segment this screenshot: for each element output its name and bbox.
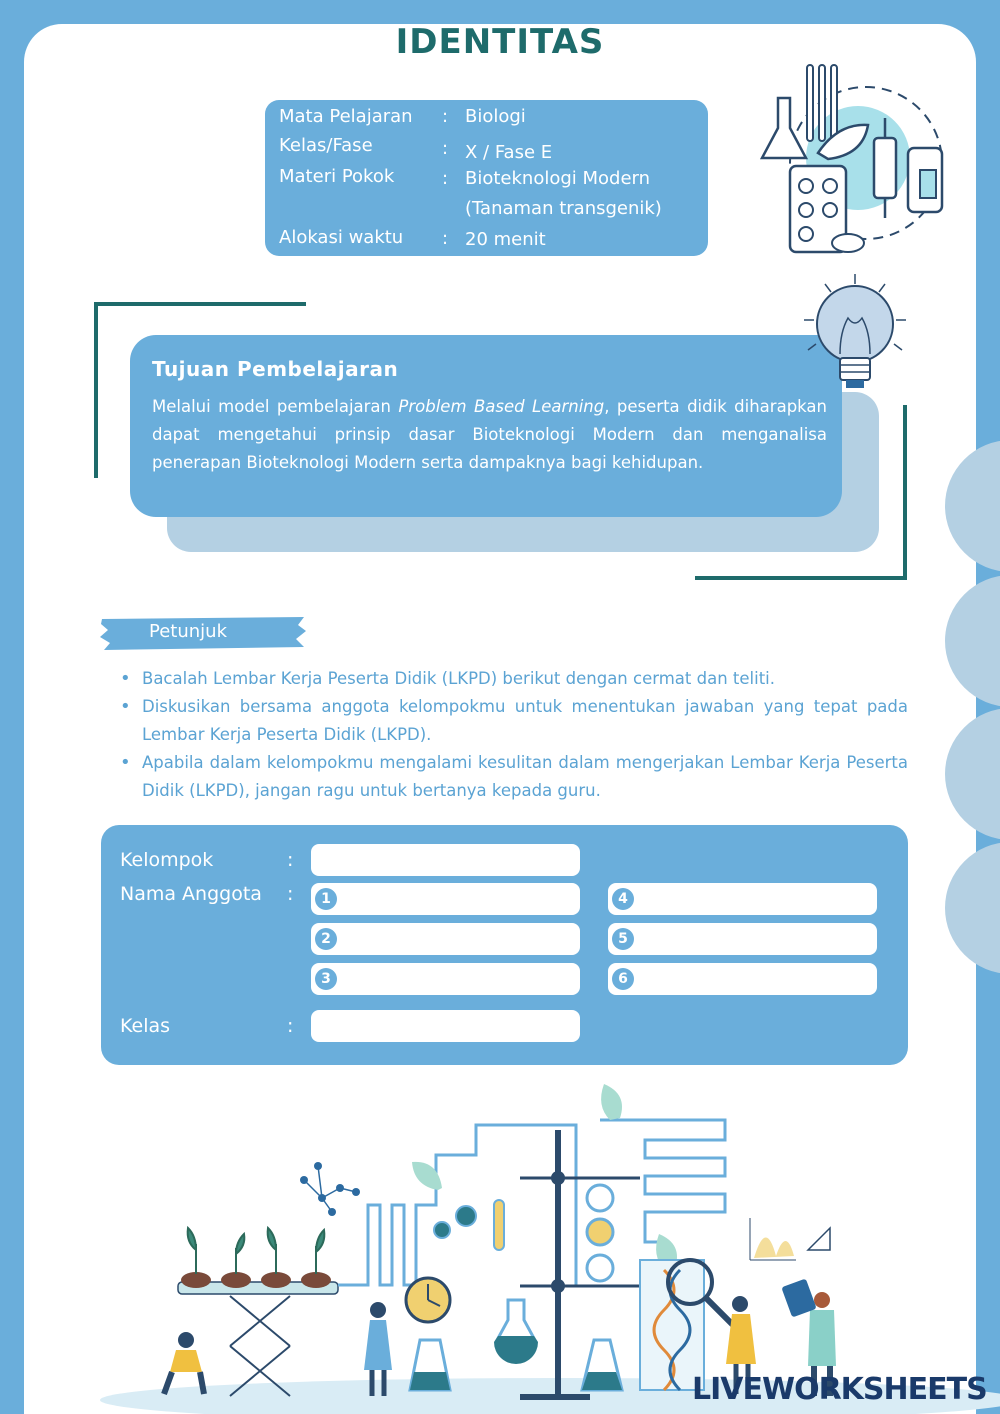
member-input-5[interactable] — [608, 923, 877, 955]
identity-box — [265, 100, 708, 256]
objective-text-part: Melalui model pembelajaran — [152, 397, 399, 416]
instructions-list — [120, 665, 908, 805]
group-label: Kelompok — [120, 849, 214, 871]
learning-objective-title: Tujuan Pembelajaran — [152, 357, 399, 381]
identity-label-topic: Materi Pokok — [279, 166, 395, 187]
number-badge: 3 — [315, 968, 337, 990]
member-input-1[interactable] — [311, 883, 580, 915]
identity-value-topic-cont: (Tanaman transgenik) — [465, 198, 662, 219]
members-label: Nama Anggota — [120, 883, 262, 905]
form-colon: : — [287, 883, 294, 905]
instruction-item: • Bacalah Lembar Kerja Peserta Didik (LKPD) berikut dengan cermat dan teliti. — [120, 665, 908, 693]
identity-colon: : — [442, 168, 449, 189]
instruction-item: • Apabila dalam kelompokmu mengalami kesulitan dalam mengerjakan Lembar Kerja Peserta Didik (LKPD), jangan ragu untuk bertanya kepada guru. — [120, 749, 908, 805]
member-input-6[interactable] — [608, 963, 877, 995]
frame-line — [94, 302, 306, 306]
number-badge: 5 — [612, 928, 634, 950]
learning-objective-text — [152, 393, 827, 477]
instruction-item: • Diskusikan bersama anggota kelompokmu untuk menentukan jawaban yang tepat pada Lembar Kerja Peserta Didik (LKPD). — [120, 693, 908, 749]
page-title: IDENTITAS — [395, 22, 605, 62]
form-colon: : — [287, 1015, 294, 1037]
frame-line — [695, 576, 907, 580]
learning-objective-card — [130, 335, 842, 517]
objective-text-italic: Problem Based Learning — [398, 397, 605, 416]
class-input[interactable] — [311, 1010, 580, 1042]
identity-label-time: Alokasi waktu — [279, 227, 404, 248]
identity-value-class: X / Fase E — [465, 142, 553, 163]
member-input-2[interactable] — [311, 923, 580, 955]
objective-text-part: , peserta didik diharapkan dapat mengetahui prinsip dasar Bioteknologi Modern dan menganalisa penerapan Bioteknologi Modern serta dampaknya bagi kehidupan. — [152, 397, 827, 472]
identity-colon: : — [442, 106, 449, 127]
instructions-label: Petunjuk — [149, 621, 227, 642]
identity-label-subject: Mata Pelajaran — [279, 106, 413, 127]
identity-value-time: 20 menit — [465, 229, 546, 250]
frame-line — [903, 405, 907, 580]
form-colon: : — [287, 849, 294, 871]
group-input[interactable] — [311, 844, 580, 876]
light-bulb-icon — [800, 272, 910, 402]
liveworksheets-watermark: LIVEWORKSHEETS — [692, 1372, 987, 1407]
identity-colon: : — [442, 228, 449, 249]
group-form — [101, 825, 908, 1065]
frame-line — [94, 302, 98, 478]
class-label: Kelas — [120, 1015, 171, 1037]
identity-colon: : — [442, 138, 449, 159]
number-badge: 6 — [612, 968, 634, 990]
number-badge: 1 — [315, 888, 337, 910]
number-badge: 2 — [315, 928, 337, 950]
identity-value-subject: Biologi — [465, 106, 526, 127]
identity-label-class: Kelas/Fase — [279, 135, 373, 156]
number-badge: 4 — [612, 888, 634, 910]
member-input-4[interactable] — [608, 883, 877, 915]
member-input-3[interactable] — [311, 963, 580, 995]
lab-equipment-icon — [748, 58, 948, 258]
identity-value-topic: Bioteknologi Modern — [465, 168, 651, 189]
laboratory-illustration — [0, 1070, 1000, 1414]
